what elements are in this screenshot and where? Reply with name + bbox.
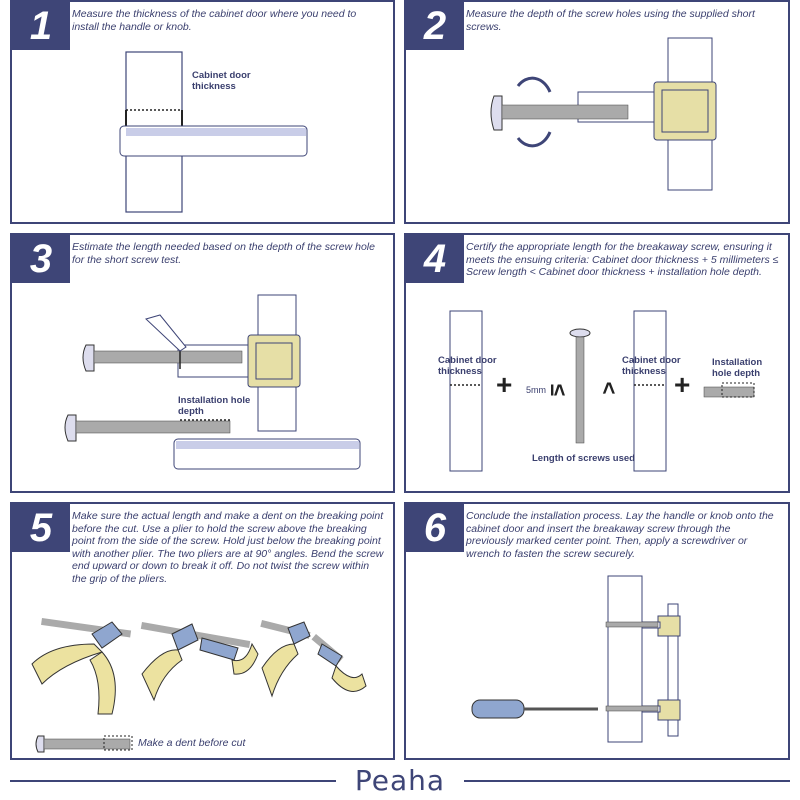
step-1-panel (10, 0, 395, 224)
dent-caption: Make a dent before cut (138, 737, 246, 749)
step-6-panel (404, 502, 790, 760)
brand-logo: Peaha (354, 764, 446, 797)
hole-depth-label: Installation hole depth (712, 357, 763, 379)
step-number: 6 (406, 504, 464, 552)
less-than-sign: < (596, 381, 622, 395)
step-number: 2 (406, 2, 464, 50)
door-thickness-label-a: Cabinet door thickness (438, 355, 497, 377)
step-number: 1 (12, 2, 70, 50)
step-instruction: Estimate the length needed based on the depth of the screw hole for the short screw test. (72, 241, 375, 266)
screw-length-label: Length of screws used (532, 453, 635, 464)
less-equal-sign: ≤ (546, 383, 572, 397)
step-number: 4 (406, 235, 464, 283)
divider-right (464, 780, 790, 782)
step-5-panel (10, 502, 395, 760)
door-thickness-label: Cabinet door thickness (192, 70, 251, 92)
five-mm-label: 5mm (526, 385, 546, 395)
screw-depth-illustration (406, 2, 790, 224)
hole-depth-label: Installation hole depth (178, 395, 251, 417)
plier-break-illustration (12, 504, 395, 760)
step-instruction: Measure the depth of the screw holes using the supplied short screws. (466, 8, 755, 33)
screw-length-illustration (12, 235, 395, 493)
plus-sign-2: + (674, 369, 691, 400)
door-thickness-label-b: Cabinet door thickness (622, 355, 681, 377)
installation-illustration (406, 504, 790, 760)
step-instruction: Certify the appropriate length for the breakaway screw, ensuring it meets the ensuing criteria: Cabinet door thickness + 5 millimeters ≤ Screw length < Cabinet door thickness + installation hole depth. (466, 241, 779, 278)
brand-footer (0, 762, 800, 800)
step-2-panel (404, 0, 790, 224)
plus-sign-1: + (496, 369, 513, 400)
step-instruction: Measure the thickness of the cabinet door where you need to install the handle or knob. (72, 8, 357, 33)
step-4-panel (404, 233, 790, 493)
step-number: 5 (12, 504, 70, 552)
step-number: 3 (12, 235, 70, 283)
step-instruction: Conclude the installation process. Lay the handle or knob onto the cabinet door and insert the breakaway screw through the previously marked center point. Then, apply a screwdriver or wrench to fasten the screw securely. (466, 510, 774, 560)
divider-left (10, 780, 336, 782)
step-3-panel (10, 233, 395, 493)
step-instruction: Make sure the actual length and make a dent on the breaking point before the cut. Use a plier to hold the screw above the breaking point from the side of the screw. Hold just below the breaking point with another plier. The two pliers are at 90° angles. Bend the screw end upward or down to break it off. Do not twist the screw within the grip of the pliers. (72, 510, 384, 585)
door-measure-illustration (12, 2, 395, 224)
